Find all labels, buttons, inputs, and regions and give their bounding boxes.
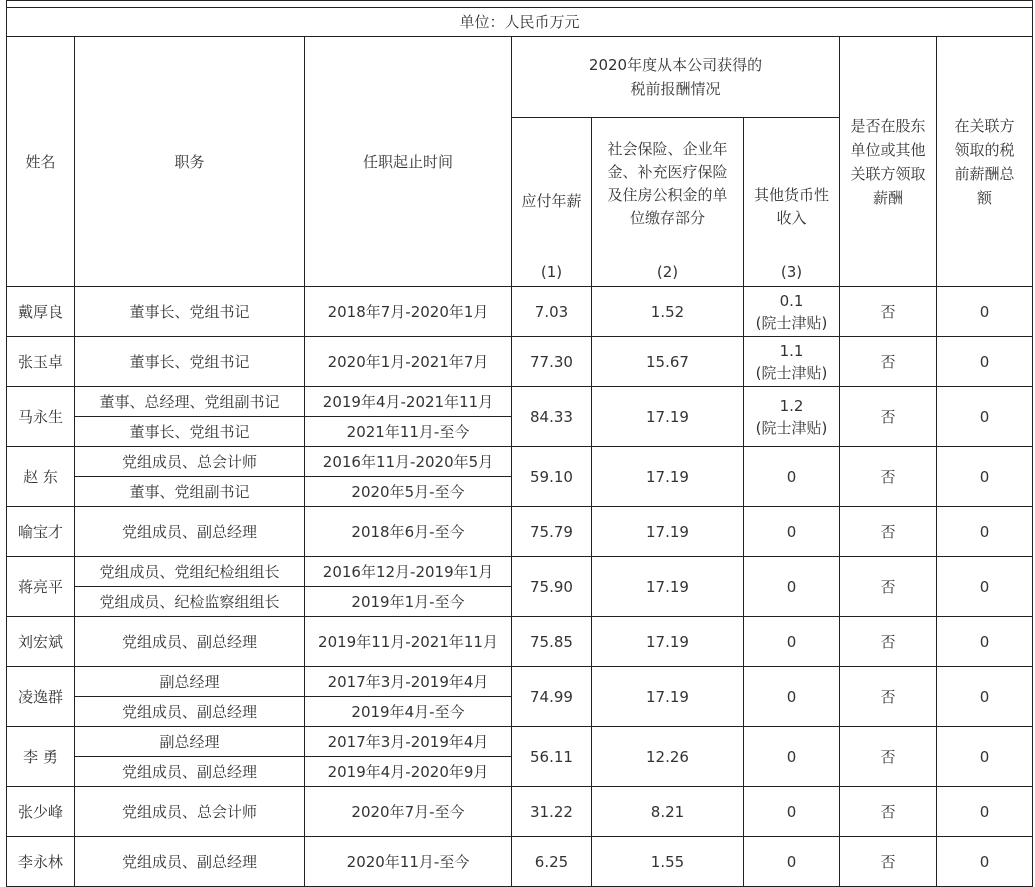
unit-row bbox=[7, 8, 1033, 37]
other-income-cell bbox=[744, 617, 840, 667]
table-row bbox=[7, 727, 1033, 757]
position-cell: 副总经理 bbox=[75, 667, 305, 697]
person-name: 凌逸群 bbox=[7, 667, 75, 727]
related-party-cell: 否 bbox=[840, 557, 937, 617]
other-income-line: 0 bbox=[786, 687, 797, 706]
term-cell: 2021年11月-至今 bbox=[305, 417, 512, 447]
term-cell: 2019年1月-至今 bbox=[305, 587, 512, 617]
other-income-cell bbox=[744, 667, 840, 727]
position-cell: 董事、党组副书记 bbox=[75, 477, 305, 507]
header-social-insurance bbox=[592, 118, 744, 287]
position-cell: 党组成员、副总经理 bbox=[75, 507, 305, 557]
header-other-income-line-1: 其他货币性 bbox=[753, 186, 829, 204]
other-income-line: 1.1 bbox=[779, 341, 804, 360]
term-cell: 2017年3月-2019年4月 bbox=[305, 727, 512, 757]
table-row bbox=[7, 287, 1033, 337]
person-name: 赵 东 bbox=[7, 447, 75, 507]
header-related-party bbox=[840, 37, 937, 287]
table-row bbox=[7, 787, 1033, 837]
other-income-cell bbox=[744, 727, 840, 787]
related-total-cell: 0 bbox=[937, 667, 1033, 727]
other-income-cell bbox=[744, 447, 840, 507]
other-income-cell bbox=[744, 557, 840, 617]
insurance-cell: 8.21 bbox=[592, 787, 744, 837]
insurance-cell: 17.19 bbox=[592, 617, 744, 667]
insurance-cell: 17.19 bbox=[592, 507, 744, 557]
header-social-insurance-line-2: 金、补充医疗保险 bbox=[607, 163, 728, 181]
related-total-cell: 0 bbox=[937, 447, 1033, 507]
other-income-line: 0.1 bbox=[779, 291, 804, 310]
other-income-cell bbox=[744, 787, 840, 837]
header-related-party-line-4: 薪酬 bbox=[872, 188, 903, 207]
related-total-cell: 0 bbox=[937, 287, 1033, 337]
salary-cell: 77.30 bbox=[512, 337, 592, 387]
salary-cell: 59.10 bbox=[512, 447, 592, 507]
related-party-cell: 否 bbox=[840, 727, 937, 787]
person-name: 李永林 bbox=[7, 837, 75, 887]
position-cell: 党组成员、党组纪检组组长 bbox=[75, 557, 305, 587]
header-related-total-line-4: 额 bbox=[976, 188, 992, 207]
other-income-cell bbox=[744, 337, 840, 387]
other-income-cell bbox=[744, 837, 840, 887]
salary-cell: 56.11 bbox=[512, 727, 592, 787]
header-pretax-group-line-2: 税前报酬情况 bbox=[630, 80, 721, 98]
unit-label: 单位：人民币万元 bbox=[7, 8, 1033, 37]
position-cell: 董事长、党组书记 bbox=[75, 337, 305, 387]
other-income-line: 0 bbox=[786, 747, 797, 766]
other-income-line: 0 bbox=[786, 802, 797, 821]
salary-cell: 75.85 bbox=[512, 617, 592, 667]
compensation-table bbox=[6, 0, 1033, 887]
position-cell: 董事长、党组书记 bbox=[75, 287, 305, 337]
table-row bbox=[7, 557, 1033, 587]
term-cell: 2019年4月-2021年11月 bbox=[305, 387, 512, 417]
header-row-1 bbox=[7, 37, 1033, 118]
term-cell: 2016年11月-2020年5月 bbox=[305, 447, 512, 477]
header-annual-salary bbox=[512, 118, 592, 287]
related-total-cell: 0 bbox=[937, 617, 1033, 667]
related-total-cell: 0 bbox=[937, 727, 1033, 787]
person-name: 张少峰 bbox=[7, 787, 75, 837]
position-cell: 党组成员、副总经理 bbox=[75, 617, 305, 667]
table-row bbox=[7, 507, 1033, 557]
header-related-total-line-1: 在关联方 bbox=[954, 116, 1015, 135]
term-cell: 2019年4月-2020年9月 bbox=[305, 757, 512, 787]
position-cell: 党组成员、副总经理 bbox=[75, 757, 305, 787]
position-cell: 党组成员、总会计师 bbox=[75, 447, 305, 477]
other-income-cell bbox=[744, 507, 840, 557]
salary-cell: 31.22 bbox=[512, 787, 592, 837]
header-related-total-line-3: 前薪酬总 bbox=[954, 164, 1015, 183]
person-name: 马永生 bbox=[7, 387, 75, 447]
salary-cell: 7.03 bbox=[512, 287, 592, 337]
related-party-cell: 否 bbox=[840, 447, 937, 507]
person-name: 戴厚良 bbox=[7, 287, 75, 337]
header-related-party-line-3: 关联方领取 bbox=[850, 164, 926, 183]
term-cell: 2018年6月-至今 bbox=[305, 507, 512, 557]
insurance-cell: 12.26 bbox=[592, 727, 744, 787]
term-cell: 2020年11月-至今 bbox=[305, 837, 512, 887]
header-name: 姓名 bbox=[7, 37, 75, 287]
header-annual-salary-label: 应付年薪 bbox=[521, 192, 582, 210]
related-total-cell: 0 bbox=[937, 387, 1033, 447]
header-social-insurance-line-1: 社会保险、企业年 bbox=[607, 140, 728, 158]
related-party-cell: 否 bbox=[840, 837, 937, 887]
top-border-row bbox=[7, 1, 1033, 8]
header-related-total bbox=[937, 37, 1033, 287]
related-total-cell: 0 bbox=[937, 337, 1033, 387]
salary-cell: 6.25 bbox=[512, 837, 592, 887]
related-party-cell: 否 bbox=[840, 667, 937, 727]
related-party-cell: 否 bbox=[840, 507, 937, 557]
salary-cell: 84.33 bbox=[512, 387, 592, 447]
other-income-cell bbox=[744, 287, 840, 337]
position-cell: 党组成员、副总经理 bbox=[75, 697, 305, 727]
other-income-line: 0 bbox=[786, 467, 797, 486]
related-party-cell: 否 bbox=[840, 337, 937, 387]
header-pretax-group-line-1: 2020年度从本公司获得的 bbox=[588, 56, 763, 74]
other-income-line: 0 bbox=[786, 522, 797, 541]
other-income-cell bbox=[744, 387, 840, 447]
term-cell: 2017年3月-2019年4月 bbox=[305, 667, 512, 697]
position-cell: 董事长、党组书记 bbox=[75, 417, 305, 447]
term-cell: 2018年7月-2020年1月 bbox=[305, 287, 512, 337]
term-cell: 2020年5月-至今 bbox=[305, 477, 512, 507]
header-related-total-line-2: 领取的税 bbox=[954, 140, 1015, 159]
position-cell: 董事、总经理、党组副书记 bbox=[75, 387, 305, 417]
related-party-cell: 否 bbox=[840, 287, 937, 337]
related-total-cell: 0 bbox=[937, 837, 1033, 887]
term-cell: 2016年12月-2019年1月 bbox=[305, 557, 512, 587]
person-name: 蒋亮平 bbox=[7, 557, 75, 617]
person-name: 喻宝才 bbox=[7, 507, 75, 557]
header-col-num-1: (1) bbox=[540, 263, 563, 281]
other-income-line: 0 bbox=[786, 852, 797, 871]
other-income-line: 0 bbox=[786, 577, 797, 596]
header-other-income bbox=[744, 118, 840, 287]
insurance-cell: 1.52 bbox=[592, 287, 744, 337]
other-income-line: (院士津贴) bbox=[755, 418, 828, 437]
header-term: 任职起止时间 bbox=[305, 37, 512, 287]
other-income-line: (院士津贴) bbox=[755, 313, 828, 332]
related-party-cell: 否 bbox=[840, 617, 937, 667]
position-cell: 党组成员、总会计师 bbox=[75, 787, 305, 837]
header-social-insurance-line-4: 位缴存部分 bbox=[629, 209, 705, 227]
position-cell: 副总经理 bbox=[75, 727, 305, 757]
header-position: 职务 bbox=[75, 37, 305, 287]
person-name: 刘宏斌 bbox=[7, 617, 75, 667]
term-cell: 2020年7月-至今 bbox=[305, 787, 512, 837]
term-cell: 2020年1月-2021年7月 bbox=[305, 337, 512, 387]
related-total-cell: 0 bbox=[937, 557, 1033, 617]
other-income-line: (院士津贴) bbox=[755, 363, 828, 382]
header-col-num-2: (2) bbox=[656, 263, 679, 281]
other-income-line: 0 bbox=[786, 632, 797, 651]
salary-cell: 75.90 bbox=[512, 557, 592, 617]
header-other-income-line-2: 收入 bbox=[776, 209, 807, 227]
term-cell: 2019年4月-至今 bbox=[305, 697, 512, 727]
table-row bbox=[7, 337, 1033, 387]
position-cell: 党组成员、副总经理 bbox=[75, 837, 305, 887]
insurance-cell: 17.19 bbox=[592, 667, 744, 727]
salary-cell: 75.79 bbox=[512, 507, 592, 557]
table-row bbox=[7, 617, 1033, 667]
related-party-cell: 否 bbox=[840, 387, 937, 447]
table-row bbox=[7, 667, 1033, 697]
related-party-cell: 否 bbox=[840, 787, 937, 837]
related-total-cell: 0 bbox=[937, 787, 1033, 837]
insurance-cell: 15.67 bbox=[592, 337, 744, 387]
header-related-party-line-2: 单位或其他 bbox=[850, 140, 926, 159]
header-col-num-3: (3) bbox=[780, 263, 803, 281]
person-name: 李 勇 bbox=[7, 727, 75, 787]
term-cell: 2019年11月-2021年11月 bbox=[305, 617, 512, 667]
position-cell: 党组成员、纪检监察组组长 bbox=[75, 587, 305, 617]
insurance-cell: 17.19 bbox=[592, 387, 744, 447]
salary-cell: 74.99 bbox=[512, 667, 592, 727]
related-total-cell: 0 bbox=[937, 507, 1033, 557]
insurance-cell: 1.55 bbox=[592, 837, 744, 887]
other-income-line: 1.2 bbox=[779, 396, 804, 415]
header-pretax-group bbox=[512, 37, 840, 118]
table-row bbox=[7, 387, 1033, 417]
header-related-party-line-1: 是否在股东 bbox=[850, 116, 926, 135]
header-social-insurance-line-3: 及住房公积金的单 bbox=[607, 186, 728, 204]
person-name: 张玉卓 bbox=[7, 337, 75, 387]
table-row bbox=[7, 837, 1033, 887]
insurance-cell: 17.19 bbox=[592, 557, 744, 617]
insurance-cell: 17.19 bbox=[592, 447, 744, 507]
table-row bbox=[7, 447, 1033, 477]
